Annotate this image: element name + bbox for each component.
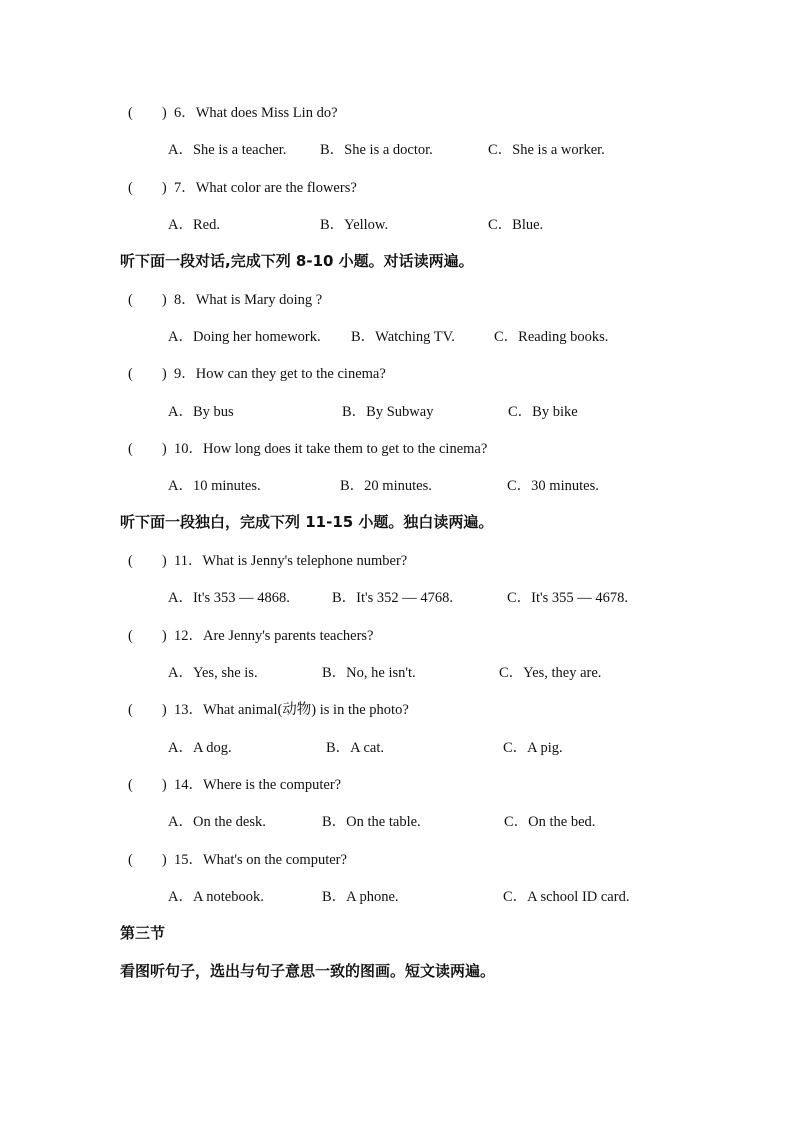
question-6: [128, 101, 338, 122]
question-text: 15．What's on the computer?: [174, 852, 347, 868]
option-a[interactable]: A．On the desk.: [168, 814, 266, 830]
question-text: 9．How can they get to the cinema?: [174, 366, 386, 382]
section-heading-dialog: 听下面一段对话,完成下列 8-10 小题。对话读两遍。: [120, 252, 474, 270]
option-b[interactable]: B．A phone.: [322, 889, 399, 905]
question-text: 11．What is Jenny's telephone number?: [174, 553, 408, 569]
answer-blank[interactable]: ( ): [128, 180, 167, 196]
question-10: [128, 437, 487, 458]
option-a[interactable]: A．Red.: [168, 217, 220, 233]
question-13: [128, 698, 409, 719]
answer-blank[interactable]: ( ): [128, 553, 167, 569]
question-8: [128, 288, 322, 309]
answer-blank[interactable]: ( ): [128, 852, 167, 868]
answer-blank[interactable]: ( ): [128, 777, 167, 793]
answer-blank[interactable]: ( ): [128, 292, 167, 308]
option-c[interactable]: C．A school ID card.: [503, 889, 630, 905]
question-text: 13．What animal(动物) is in the photo?: [174, 702, 409, 718]
option-b[interactable]: B．20 minutes.: [340, 478, 432, 494]
option-b[interactable]: B．By Subway: [342, 404, 434, 420]
question-11: [128, 549, 407, 570]
answer-blank[interactable]: ( ): [128, 441, 167, 457]
answer-blank[interactable]: ( ): [128, 702, 167, 718]
option-b[interactable]: B．Watching TV.: [351, 329, 455, 345]
question-text: 8．What is Mary doing ?: [174, 292, 323, 308]
question-text: 7．What color are the flowers?: [174, 180, 357, 196]
option-c[interactable]: C．30 minutes.: [507, 478, 599, 494]
answer-blank[interactable]: ( ): [128, 366, 167, 382]
option-a[interactable]: A．A dog.: [168, 740, 232, 756]
option-a[interactable]: A．A notebook.: [168, 889, 264, 905]
question-12: [128, 624, 374, 645]
option-c[interactable]: C．It's 355 — 4678.: [507, 590, 629, 606]
option-c[interactable]: C．Blue.: [488, 217, 544, 233]
answer-blank[interactable]: ( ): [128, 105, 167, 121]
option-c[interactable]: C．On the bed.: [504, 814, 596, 830]
section-instruction: 看图听句子，选出与句子意思一致的图画。短文读两遍。: [120, 962, 496, 980]
option-a[interactable]: A．She is a teacher.: [168, 142, 287, 158]
question-7: [128, 176, 357, 197]
question-text: 14．Where is the computer?: [174, 777, 342, 793]
option-c[interactable]: C．Reading books.: [494, 329, 609, 345]
option-c[interactable]: C．She is a worker.: [488, 142, 605, 158]
option-b[interactable]: B．No, he isn't.: [322, 665, 416, 681]
option-a[interactable]: A．10 minutes.: [168, 478, 261, 494]
question-text: 6．What does Miss Lin do?: [174, 105, 338, 121]
option-b[interactable]: B．It's 352 — 4768.: [332, 590, 454, 606]
option-b[interactable]: B．A cat.: [326, 740, 384, 756]
option-b[interactable]: B．On the table.: [322, 814, 421, 830]
question-15: [128, 848, 347, 869]
option-a[interactable]: A．By bus: [168, 404, 234, 420]
option-a[interactable]: A．Yes, she is.: [168, 665, 258, 681]
section-heading-monolog: 听下面一段独白，完成下列 11-15 小题。独白读两遍。: [120, 513, 494, 531]
option-c[interactable]: C．Yes, they are.: [499, 665, 602, 681]
option-c[interactable]: C．By bike: [508, 404, 578, 420]
option-a[interactable]: A．Doing her homework.: [168, 329, 321, 345]
question-14: [128, 773, 341, 794]
option-a[interactable]: A．It's 353 — 4868.: [168, 590, 290, 606]
question-9: [128, 362, 386, 383]
option-b[interactable]: B．Yellow.: [320, 217, 389, 233]
option-b[interactable]: B．She is a doctor.: [320, 142, 433, 158]
option-c[interactable]: C．A pig.: [503, 740, 563, 756]
question-text: 12．Are Jenny's parents teachers?: [174, 628, 374, 644]
section-title: 第三节: [120, 924, 166, 942]
answer-blank[interactable]: ( ): [128, 628, 167, 644]
question-text: 10．How long does it take them to get to the cinema?: [174, 441, 488, 457]
